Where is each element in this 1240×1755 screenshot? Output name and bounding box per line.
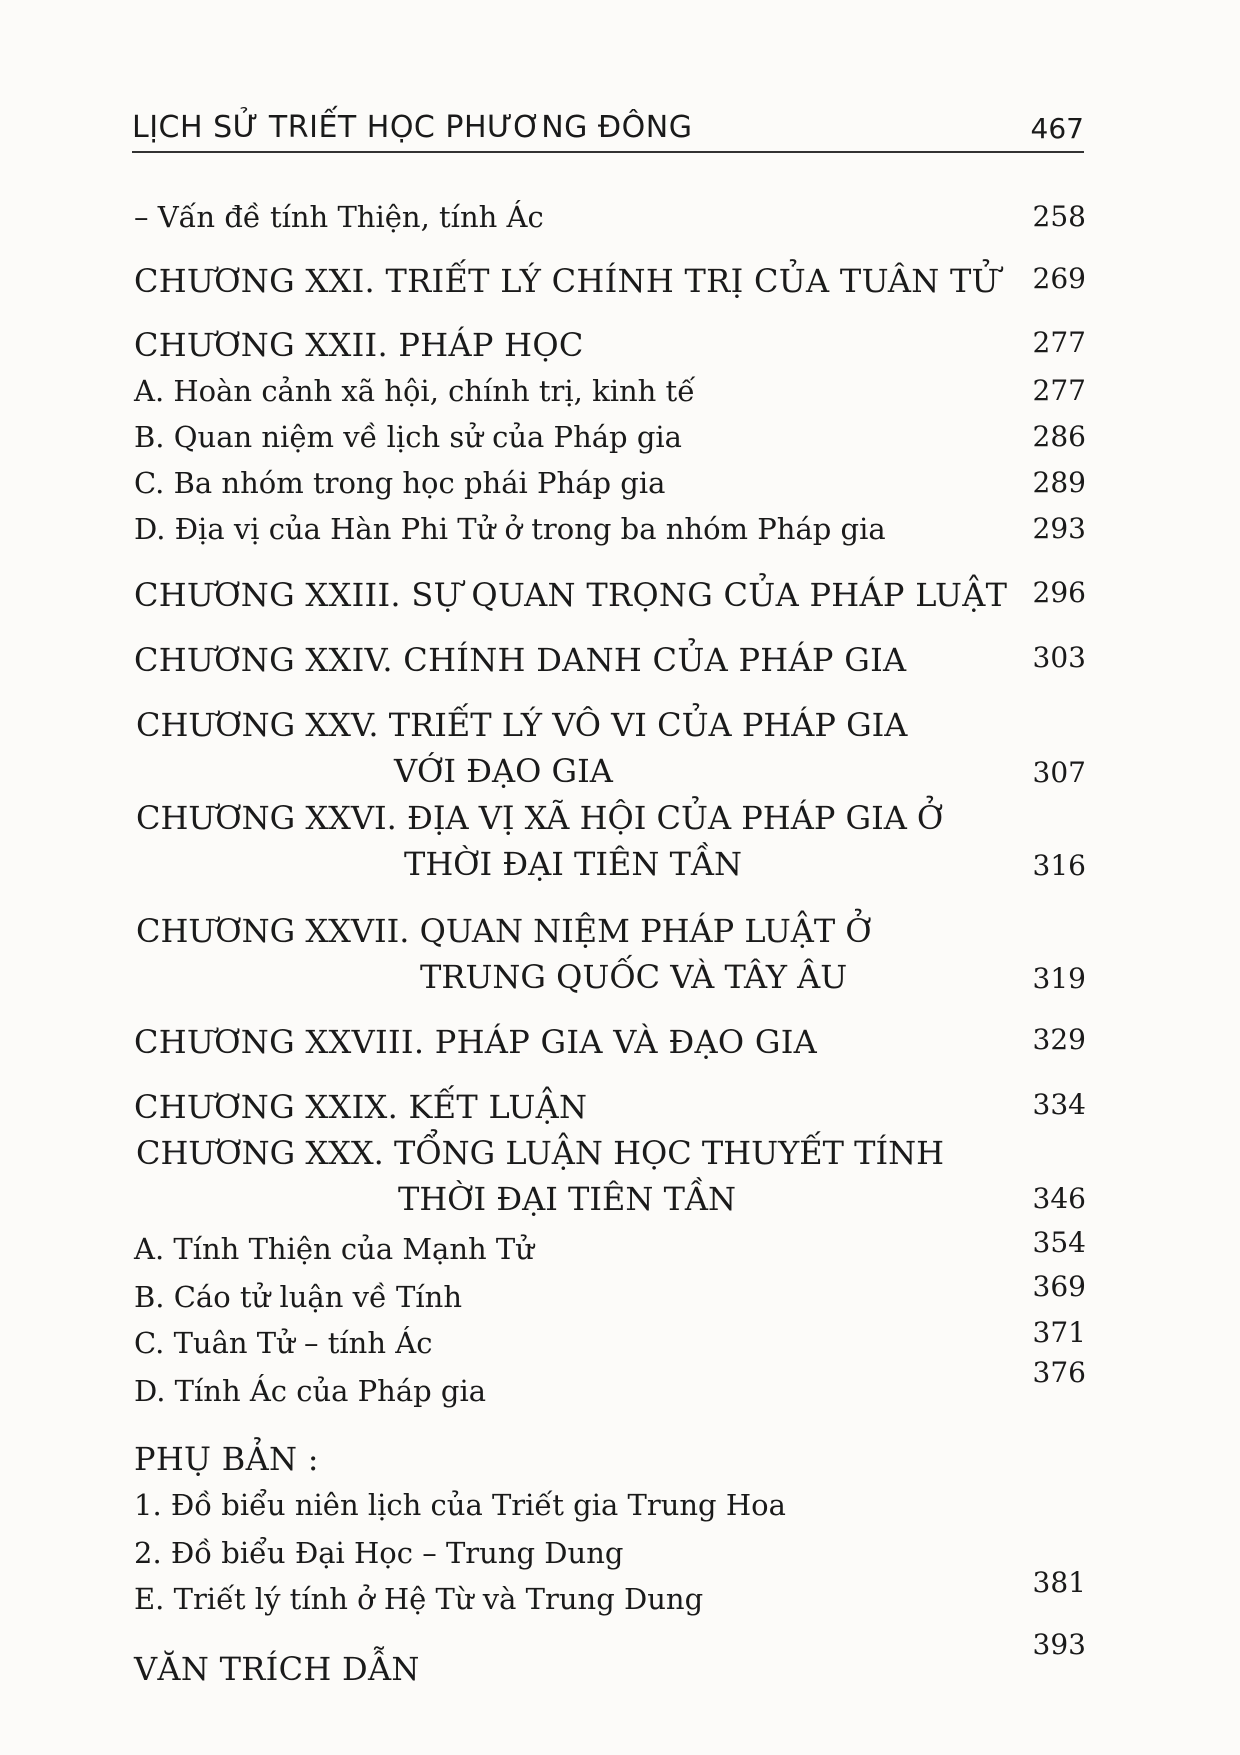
toc-chapter-title: CHƯƠNG XXV. TRIẾT LÝ VÔ VI CỦA PHÁP GIA xyxy=(136,706,908,744)
toc-chapter-title: CHƯƠNG XXX. TỔNG LUẬN HỌC THUYẾT TÍNH xyxy=(136,1134,944,1172)
toc-entry xyxy=(134,1356,1086,1418)
toc-entry-title: – Vấn đề tính Thiện, tính Ác xyxy=(134,200,544,234)
toc-chapter-page: 346 xyxy=(1032,1182,1086,1215)
toc-chapter xyxy=(134,326,1086,370)
toc-entry-page: 258 xyxy=(1032,200,1086,233)
toc-chapter-title: CHƯƠNG XXI. TRIẾT LÝ CHÍNH TRỊ CỦA TUÂN TỬ xyxy=(134,262,999,300)
toc-chapter-title: CHƯƠNG XXVIII. PHÁP GIA VÀ ĐẠO GIA xyxy=(134,1023,818,1061)
toc-chapter-title: CHƯƠNG XXIX. KẾT LUẬN xyxy=(134,1088,588,1126)
toc-entry xyxy=(134,466,1086,510)
toc-chapter xyxy=(134,262,1086,306)
toc-chapter-page: 303 xyxy=(1032,641,1086,674)
running-header xyxy=(132,105,1084,153)
toc-entry-page: 277 xyxy=(1032,374,1086,407)
toc-entry xyxy=(134,1488,1086,1532)
toc-chapter-title: VĂN TRÍCH DẪN xyxy=(134,1650,420,1688)
toc-chapter-page: 319 xyxy=(1032,962,1086,995)
toc-entry-title: D. Địa vị của Hàn Phi Tử ở trong ba nhóm Pháp gia xyxy=(134,512,886,546)
toc-entry-page: 354 xyxy=(1032,1226,1086,1259)
toc-chapter-page: 277 xyxy=(1032,326,1086,359)
toc-chapter-page: 393 xyxy=(1032,1628,1086,1661)
toc-entry-page: 371 xyxy=(1032,1316,1086,1349)
toc-entry xyxy=(134,1316,1086,1370)
toc-chapter xyxy=(134,576,1086,620)
toc-chapter xyxy=(134,1023,1086,1067)
toc-appendix-heading xyxy=(134,1440,1086,1484)
toc-entry-title: C. Ba nhóm trong học phái Pháp gia xyxy=(134,466,666,500)
toc-chapter-page: 334 xyxy=(1032,1088,1086,1121)
toc-entry xyxy=(134,1566,1086,1626)
toc-entry-title: D. Tính Ác của Pháp gia xyxy=(134,1374,487,1408)
toc-entry-title: B. Quan niệm về lịch sử của Pháp gia xyxy=(134,420,682,454)
toc-entry xyxy=(134,420,1086,464)
toc-entry-title: B. Cáo tử luận về Tính xyxy=(134,1280,463,1314)
toc-chapter-page: 329 xyxy=(1032,1023,1086,1056)
toc-entry-title: C. Tuân Tử – tính Ác xyxy=(134,1326,433,1360)
toc-chapter xyxy=(134,1628,1086,1694)
toc-entry-title: E. Triết lý tính ở Hệ Từ và Trung Dung xyxy=(134,1582,704,1616)
toc-chapter-page: 307 xyxy=(1032,756,1086,789)
toc-entry-page: 293 xyxy=(1032,512,1086,545)
toc-entry-title: A. Tính Thiện của Mạnh Tử xyxy=(134,1232,534,1266)
toc-entry-page: 369 xyxy=(1032,1270,1086,1303)
toc-entry xyxy=(134,374,1086,418)
toc-chapter-title-continued: THỜI ĐẠI TIÊN TẦN xyxy=(398,1180,737,1218)
toc-chapter-title: CHƯƠNG XXVII. QUAN NIỆM PHÁP LUẬT Ở xyxy=(136,912,872,950)
toc-chapter-title: CHƯƠNG XXVI. ĐỊA VỊ XÃ HỘI CỦA PHÁP GIA Ở xyxy=(136,799,944,837)
page-number: 467 xyxy=(1030,112,1084,145)
toc-entry-page: 376 xyxy=(1032,1356,1086,1389)
toc-chapter-title-continued: TRUNG QUỐC VÀ TÂY ÂU xyxy=(420,958,848,996)
toc-appendix-title: PHỤ BẢN : xyxy=(134,1440,319,1478)
toc-chapter-title: CHƯƠNG XXII. PHÁP HỌC xyxy=(134,326,584,364)
toc-chapter-page: 296 xyxy=(1032,576,1086,609)
toc-entry xyxy=(134,1536,1086,1580)
toc-entry-title: 1. Đồ biểu niên lịch của Triết gia Trung Hoa xyxy=(134,1488,786,1522)
toc-entry-page: 286 xyxy=(1032,420,1086,453)
running-title: LỊCH SỬ TRIẾT HỌC PHƯƠNG ĐÔNG xyxy=(132,110,693,145)
toc-chapter-title-continued: THỜI ĐẠI TIÊN TẦN xyxy=(404,845,743,883)
toc-entry-title: A. Hoàn cảnh xã hội, chính trị, kinh tế xyxy=(134,374,696,408)
toc-chapter-page: 316 xyxy=(1032,849,1086,882)
toc-chapter xyxy=(134,1088,1086,1132)
toc-chapter-title: CHƯƠNG XXIV. CHÍNH DANH CỦA PHÁP GIA xyxy=(134,641,907,679)
toc-entry xyxy=(134,1270,1086,1324)
toc-entry xyxy=(134,200,1086,244)
toc-chapter-title-continued: VỚI ĐẠO GIA xyxy=(394,752,613,790)
toc-entry xyxy=(134,1226,1086,1276)
toc-entry-title: 2. Đồ biểu Đại Học – Trung Dung xyxy=(134,1536,624,1570)
toc-entry-page: 381 xyxy=(1032,1566,1086,1599)
toc-entry xyxy=(134,512,1086,556)
toc-entry-page: 289 xyxy=(1032,466,1086,499)
toc-chapter-page: 269 xyxy=(1032,262,1086,295)
toc-chapter-title: CHƯƠNG XXIII. SỰ QUAN TRỌNG CỦA PHÁP LUẬT xyxy=(134,576,1008,614)
toc-chapter xyxy=(134,641,1086,685)
